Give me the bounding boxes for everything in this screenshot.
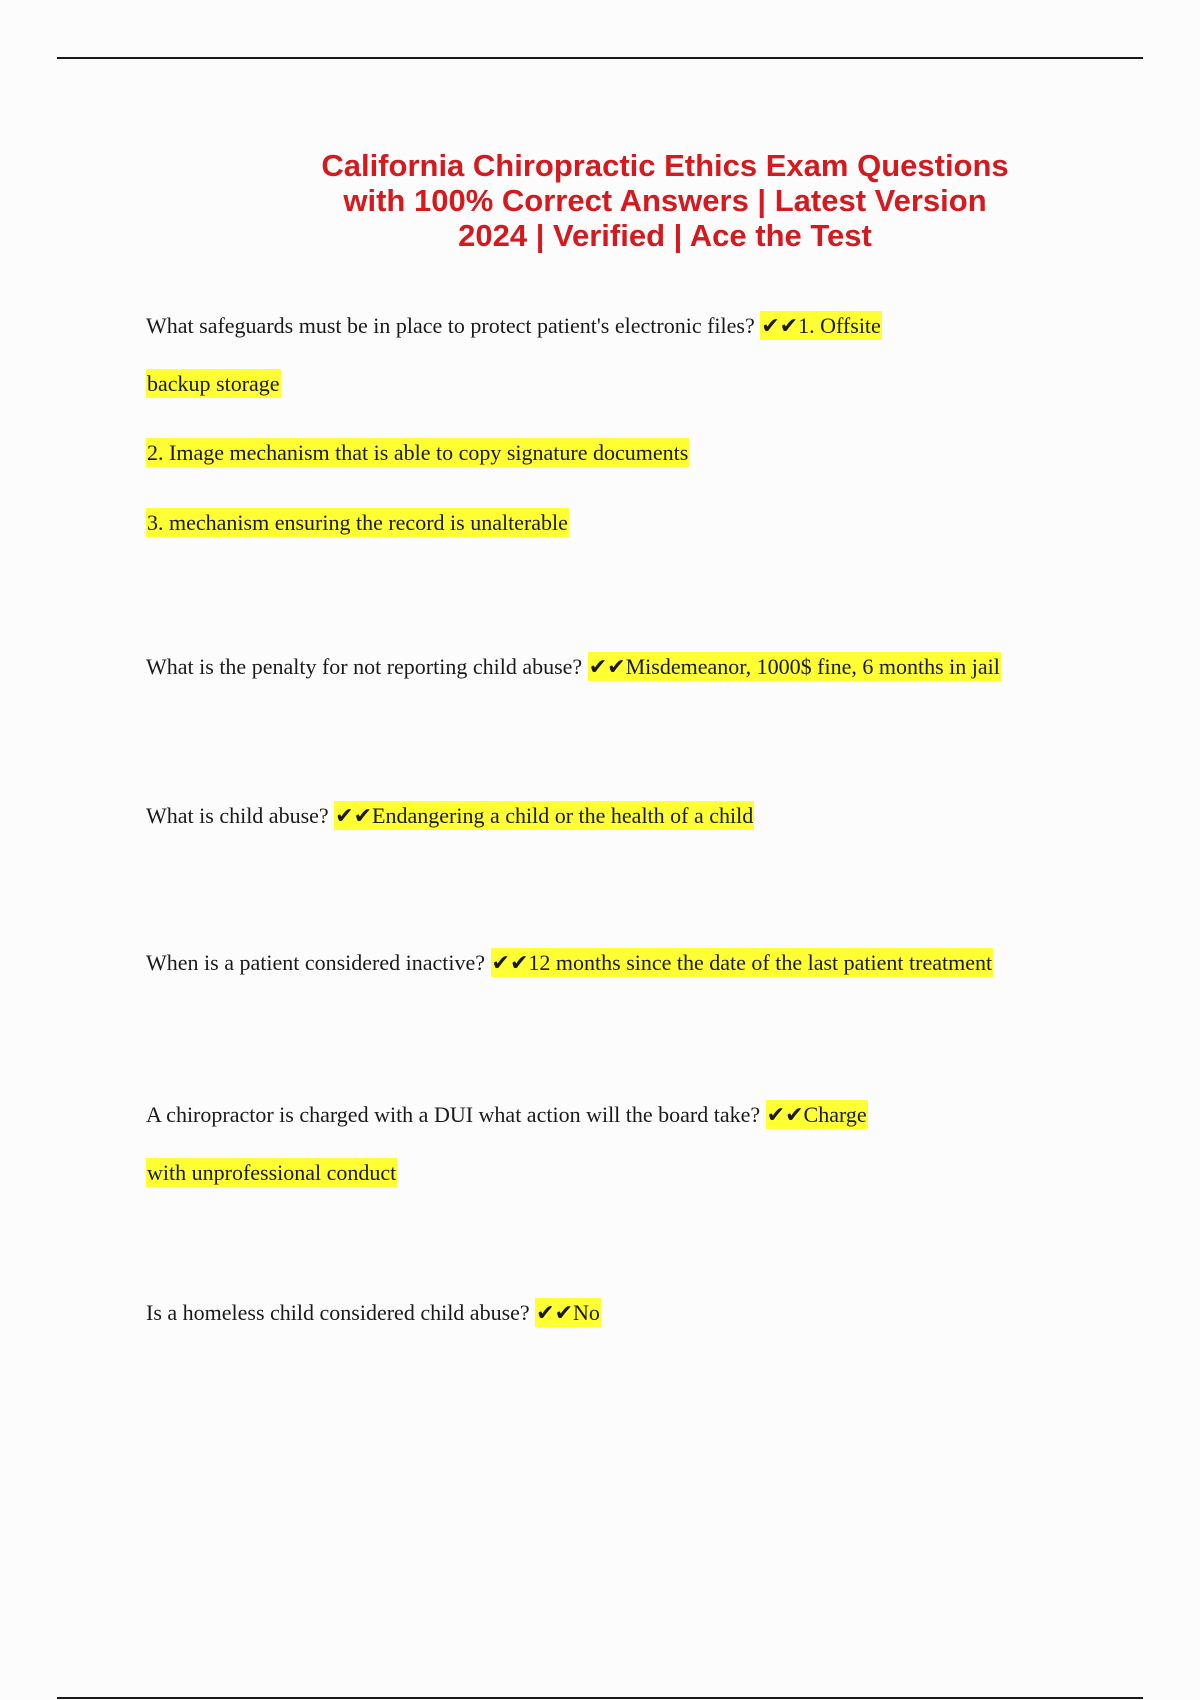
check-mark-icon: ✔✔ — [491, 950, 529, 975]
answer-text: Misdemeanor, 1000$ fine, 6 months in jail — [625, 654, 1000, 679]
check-mark-icon: ✔✔ — [536, 1300, 574, 1325]
answer-text: backup storage — [147, 371, 280, 396]
qa-item-6 — [146, 1298, 601, 1328]
check-mark-icon: ✔✔ — [588, 654, 626, 679]
answer-text: 2. Image mechanism that is able to copy signature documents — [147, 440, 689, 465]
question-text: When is a patient considered inactive? — [146, 950, 486, 975]
answer-text: No — [573, 1300, 600, 1325]
question-text: A chiropractor is charged with a DUI what action will the board take? — [146, 1102, 761, 1127]
answer-highlight — [535, 1298, 601, 1327]
question-text: What safeguards must be in place to protect patient's electronic files? — [146, 313, 755, 338]
answer-continuation — [146, 508, 569, 538]
qa-item-5 — [146, 1100, 868, 1130]
answer-highlight — [491, 948, 994, 977]
check-mark-icon: ✔✔ — [335, 803, 373, 828]
qa-item-3 — [146, 801, 754, 831]
answer-highlight — [588, 652, 1001, 681]
qa-item-2 — [146, 652, 1001, 682]
qa-item-4 — [146, 948, 993, 978]
check-mark-icon: ✔✔ — [761, 313, 799, 338]
answer-text: 3. mechanism ensuring the record is unalterable — [147, 510, 568, 535]
answer-highlight — [334, 801, 754, 830]
answer-text: 12 months since the date of the last patient treatment — [528, 950, 993, 975]
qa-item-1 — [146, 311, 882, 341]
title-line: California Chiropractic Ethics Exam Questions — [321, 148, 1009, 183]
bottom-rule — [57, 1697, 1143, 1699]
answer-highlight — [766, 1100, 868, 1129]
check-mark-icon: ✔✔ — [766, 1102, 804, 1127]
answer-text: 1. Offsite — [798, 313, 881, 338]
answer-continuation — [146, 369, 281, 399]
title-line: 2024 | Verified | Ace the Test — [458, 218, 872, 253]
question-text: What is the penalty for not reporting child abuse? — [146, 654, 583, 679]
document-title — [270, 148, 1060, 253]
answer-text: Charge — [803, 1102, 867, 1127]
answer-continuation — [146, 1158, 397, 1188]
answer-continuation — [146, 438, 689, 468]
title-line: with 100% Correct Answers | Latest Version — [343, 183, 987, 218]
top-rule — [57, 57, 1143, 59]
question-text: What is child abuse? — [146, 803, 329, 828]
answer-text: with unprofessional conduct — [147, 1160, 397, 1185]
question-text: Is a homeless child considered child abuse? — [146, 1300, 530, 1325]
answer-highlight — [760, 311, 882, 340]
answer-text: Endangering a child or the health of a child — [372, 803, 754, 828]
